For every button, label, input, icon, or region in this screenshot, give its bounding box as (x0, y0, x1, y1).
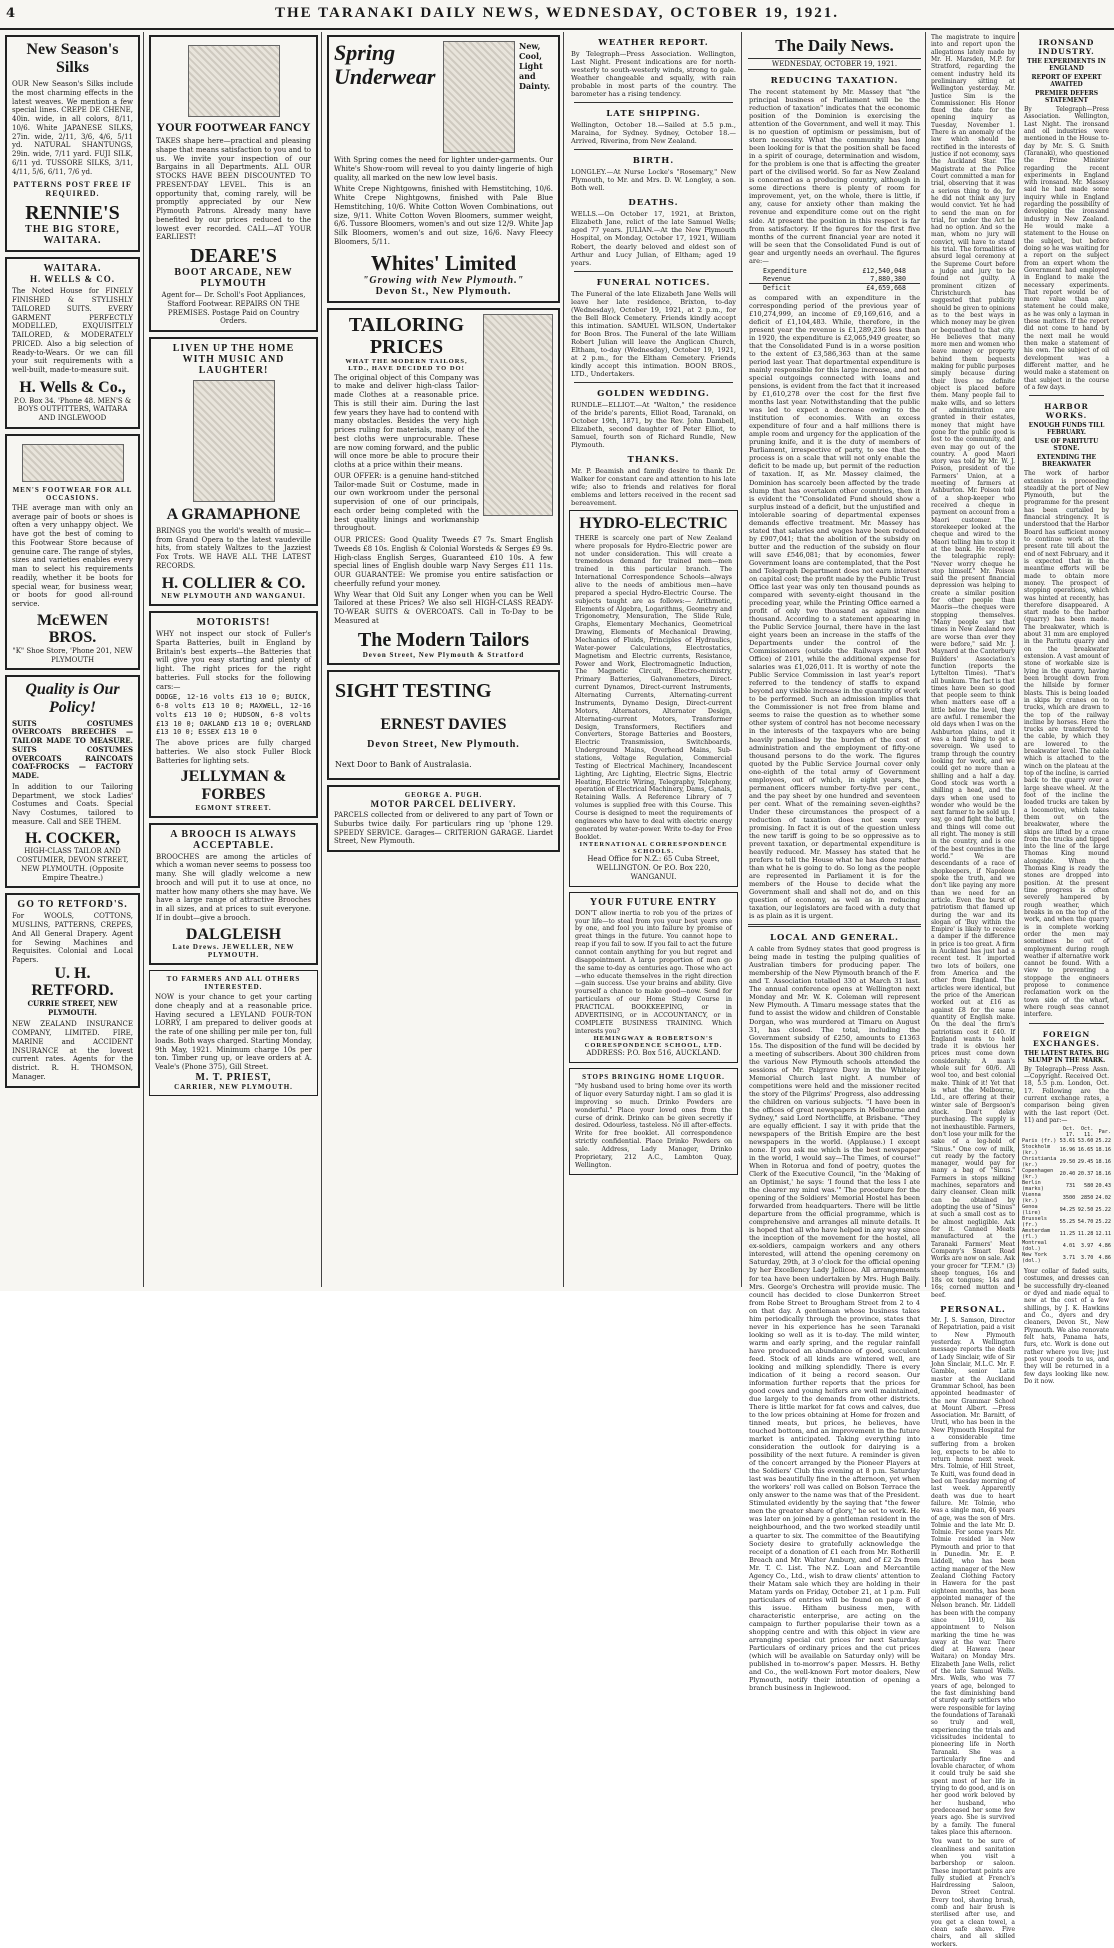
editorial-body: The recent statement by Mr. Massey that "the principal business of Parliament will be the reduction of taxation" indicates that the economic position of the Dominion is exercising the attention of the Government, and well it may. This is no question of optimism or pessimism, but of stern necessity. What the community has long been looking for is that the position shall be faced in a spirit of courage, determination and wisdom, for the problem is one that is affecting the greater part of the civilised world. So far as New Zealand is concerned as a producing country, although in some directions there is plenty of room for improvement, yet, on the whole, there is little, if any, cause for anxiety other than making the revenue and expenditure come out on the right side. At present the position in this respect is far from satisfactory. If the figures for the first five months of the current financial year are noted it will be seen that the Consolidated Fund is out of gear and urgently needs an overhaul. The figures are:— (749, 88, 920, 265)
ad-agent: Agent for— Dr. Scholl's Foot Appliances, Stafford Footwear. REPAIRS ON THE PREMISES. Postage Paid on Country Orders. (161, 291, 306, 326)
ad-title: MOTORISTS! (196, 617, 271, 629)
table-header: Oct. 17. (1062, 1126, 1076, 1139)
ad-address: Devon Street, New Plymouth & Stratford (362, 650, 525, 659)
ad-title: A BROOCH IS ALWAYS ACCEPTABLE. (170, 828, 297, 851)
table-header: Par. (1098, 1129, 1111, 1136)
ad-body: BROOCHES are among the articles of which a woman never seems to possess too many. She will gladly welcome a new brooch and will put it to use at once, no matter how many others she may have. We have a large range of attractive Brooches in all sizes, and at prices to suit everyone. If in doubt—give a brooch. (156, 852, 311, 922)
table-cell: Montreal (dol.) (1022, 1240, 1047, 1253)
ad-body: The Noted House for FINELY FINISHED & STYLISHLY TAILORED SUITS. EVERY GARMENT PERFECTLY MODELLED, EXQUISITELY TAILORED, & MODERATELY PRICED. Also a big selection of Ready-to-Wears. Or we can fill your suit requirements with a well-built, made-to-measure suit. (12, 287, 133, 375)
divider (574, 102, 733, 103)
retford-ad (5, 893, 140, 1087)
ad-firm: JELLYMAN & FORBES (180, 768, 287, 803)
table-cell: Genoa (lire) (1022, 1204, 1041, 1217)
divider (748, 924, 921, 927)
sub-heading: EXTENDING THE BREAKWATER (1036, 454, 1097, 469)
section-heading: THANKS. (627, 455, 680, 466)
table-cell: New York (dol.) (1022, 1252, 1047, 1265)
section-heading: IRONSAND INDUSTRY. (1038, 38, 1095, 56)
sub-heading: THE EXPERIMENTS IN ENGLAND (1027, 58, 1106, 72)
article-body: Mr. J. S. Samson, Director of Repatriation, paid a visit to New Plymouth yesterday. A Wellington message reports the death of Lady Sinclair, wife of Sir John Sinclair, M.L.C. Mr. F. Gamble, senior Latin master at the Auckland Grammar School, has been appointed headmaster of the new Grammar School at Mount Albert. —Press Association. Mr. Barnitt, of Urutl, who has been in the New Plymouth Hospital for a considerable time suffering from a broken leg, expects to be able to return home next week. Mrs. Tolmie, of Hill Street, Te Kuiti, was found dead in bed on Tuesday morning of last week. Apparently death was due to heart failure. Mr. Tolmie, who was a single man, 46 years of age, was the son of Mrs. Tolmie and the late Mr. D. Tolmie. For some years Mr. Tolmie resided in New Plymouth and prior to that in Dunedin. Mr. E. P. Liddell, who has been acting manager of the New Zealand Clothing Factory in Hawera for the past eighteen months, has been appointed manager of the Nelson branch. Mr. Liddell has been with the company since 1910, his appointment to Nelson marking the time he was away at the war. There died at Hawera (near Waitara) on Monday Mrs. Elizabeth Jane Wells, relict of the late Samuel Wells. Mrs. Wells, who was 77 years of age, belonged to the fast diminishing band of sturdy early settlers who were responsible for laying the foundations of Taranaki so truly and well, experiencing the trials and vicissitudes incidental to pioneering life in North Taranaki. She was a particularly fine and lovable character, of whom it could truly be said she spent most of her life in trying to do good, and is on her good work beloved by her husband, who predeceased her some few years ago. She is survived by a family. The funeral takes place this afternoon. (931, 1317, 1015, 1836)
table-cell: Paris (fr.) (1022, 1138, 1057, 1145)
sub-heading: REPORT OF EXPERT AWAITED (1031, 74, 1102, 88)
ad-address: CARRIER, NEW PLYMOUTH. (174, 1082, 293, 1091)
table-cell: 29.50 (1059, 1159, 1076, 1166)
table-row (1021, 1144, 1112, 1156)
ad-body: THE average man with only an average pair of boots or shoes is often a very unhappy object. We have got the best of coming to this Footwear Store because of genuine care. The range of styles, sizes and varieties enables every man to select his requirements readily, whether it be boots for special wear, for business wear, or boots for good all-round service. (12, 503, 133, 609)
motor-delivery-ad (327, 785, 560, 852)
editorial-heading: REDUCING TAXATION. (770, 76, 899, 86)
table-cell: 18.16 (1095, 1147, 1111, 1154)
ad-list: White Crepe Nightgowns, finished with Hemstitching, 10/6. White Crepe Nightgowns, finished with Pale Blue Hemstitching, 10/6. White Cotton Woven Combinations, out size, 9/11. White Cotton Woven Bloomers, summer weight, 6/6. Tussore Bloomers, women's and out size 12/9. White Jap Silk Bloomers, women's and out size, 16/6. Navy Fleecy Bloomers, 5/11. (334, 185, 553, 246)
ad-location: Next Door to Bank of Australasia. (335, 760, 472, 770)
sight-testing-ad (327, 670, 560, 781)
figure-label: Revenue (763, 274, 791, 283)
table-header: Oct. 11. (1080, 1126, 1094, 1139)
ad-title: MOTOR PARCEL DELIVERY. (370, 799, 517, 810)
ad-address: Devon Street, New Plymouth. (367, 739, 520, 751)
ad-body: In addition to our Tailoring Department, we stock Ladies' Costumes and Coats. Special Navy Costumes, tailored to measure. Call and SEE THEM. (12, 782, 133, 826)
drinko-ad (569, 1068, 738, 1174)
column-6 (928, 32, 1112, 1948)
table-cell: 4.86 (1098, 1243, 1111, 1250)
h-wells-ad (5, 257, 140, 428)
table-cell: 3.71 (1062, 1255, 1076, 1262)
article-body: By Telegraph—Press Association. Wellington, Last Night. Present indications are for north-westerly to south-westerly winds, strong to gale. Weather changeable and squally, with rain probable in most parts of the country. The barometer has a rising tendency. (571, 50, 736, 99)
column-4 (566, 32, 742, 1287)
table-cell: 18.16 (1095, 1171, 1111, 1178)
section-heading: LATE SHIPPING. (606, 109, 701, 120)
ad-title: SIGHT TESTING (335, 679, 492, 702)
ad-address: "K" Shoe Store, 'Phone 201, NEW PLYMOUTH (12, 646, 133, 664)
paper-title: The Daily News. (775, 36, 894, 55)
paper-date: WEDNESDAY, OCTOBER 19, 1921. (748, 58, 921, 70)
figure-value: £4,659,668 (866, 283, 906, 292)
ad-title: YOUR FOOTWEAR FANCY (156, 120, 311, 134)
table-cell: 4.86 (1098, 1255, 1111, 1262)
table-cell: 29.45 (1077, 1159, 1094, 1166)
column-2 (146, 32, 322, 1287)
table-cell: Copenhagen (kr.) (1022, 1168, 1054, 1181)
boot-illustration-icon (188, 45, 280, 117)
jellyman-forbes-ad (149, 611, 318, 817)
figures-table (749, 267, 920, 292)
ad-firm: HEMINGWAY & ROBERTSON'S CORRESPONDENCE SCHOOL, LTD. (584, 1035, 723, 1050)
table-cell: Amsterdam (fl.) (1022, 1228, 1051, 1241)
table-cell: 3.70 (1080, 1255, 1094, 1262)
ad-name: H. WELLS & CO. (29, 274, 116, 285)
table-cell: 54.70 (1077, 1219, 1094, 1226)
shoe-illustration-icon (22, 444, 124, 482)
table-cell: 53.60 (1077, 1138, 1094, 1145)
column-6-right (1021, 32, 1112, 1385)
table-row (1021, 1252, 1112, 1264)
ad-firm: INTERNATIONAL CORRESPONDENCE SCHOOLS. (579, 841, 728, 856)
article-body: Mr. P. Beamish and family desire to thank Dr. Walker for constant care and attention to his late wife; also to friends and relatives for floral emblems and letters received in the recent sad bereavement. (571, 467, 736, 508)
table-cell: 3500 (1062, 1195, 1076, 1202)
ad-body: OUR New Season's Silks include the most charming effects in the latest weaves. We mention a few special lines. CREPE DE CHENE, 40in. wide, in all colors, 8/11, 10/6. White JAPANESE SILKS, 27in. wide, 2/11, 3/6, 4/6, 5/11 yd. NATURAL SHANTUNGS, 29in. wide, 7/11 yard. FUJI SILK, 6/11 yd. TUSSORE SILKS, 3/11, 4/11, 5/6, 6/11, 7/6 yd. (12, 80, 133, 176)
sub-heading: USE OF PARITUTU STONE. (1034, 438, 1099, 453)
ad-firm: U. H. RETFORD. (31, 964, 114, 1000)
ad-title: MEN'S FOOTWEAR FOR ALL OCCASIONS. (12, 485, 133, 502)
ad-body: The original object of this Company was to make and deliver high-class Tailor-made Clothes at a reasonable price. This is still their aim. During the last few years they have had to contend with many obstacles. Besides the very high prices ruling for materials, many of the best cloths were unprocurable. These are now coming forward, and the public will once more be able to procure their cloths at a price within their means. (334, 373, 479, 470)
section-heading: GOLDEN WEDDING. (597, 388, 710, 399)
table-row (1021, 1216, 1112, 1228)
whites-underwear-ad (327, 35, 560, 303)
ad-extra: Why Wear that Old Suit any Longer when you can be Well Tailored at these Prices? We also sell HIGH-CLASS READY-TO-WEAR SUITS & OVERCOATS. Call in To-Day to be Measured at (334, 590, 553, 625)
table-cell: 2850 (1080, 1195, 1094, 1202)
table-cell: 4.01 (1062, 1243, 1076, 1250)
mcewen-footwear-ad (5, 434, 140, 671)
table-cell: 20.40 (1059, 1171, 1076, 1178)
ad-name: ERNEST DAVIES (380, 715, 507, 733)
table-cell: Berlin (marks) (1022, 1180, 1044, 1193)
figure-label: Expenditure (763, 266, 807, 275)
table-cell: 16.65 (1077, 1147, 1094, 1154)
rennies-silks-ad (5, 35, 140, 252)
exchange-table (1021, 1126, 1112, 1264)
ad-address: NEW PLYMOUTH AND WANGANUI. (161, 592, 306, 601)
article-body: Wellington, October 18.—Sailed at 5.5 p.m., Maraina, for Sydney. Sydney, October 18.—Arrived, Riverina, from New Zealand. (571, 121, 736, 146)
ad-name: GEORGE A. PUGH. (404, 791, 483, 800)
article-body: RUNDLE—ELLIOT.—At "Walton," the residence of the bride's parents, Elliot Road, Taranaki, on October 19th, 1871, by the Rev. John Dambell, Elizabeth, second daughter of Peter Elliot, to Samuel, fourth son of Richard Rundle, New Plymouth. (571, 400, 736, 450)
editorial-body-continued: as compared with an expenditure in the corresponding period of the previous year of £10,274,999, an income of £9,169,616, and a deficit of £1,104,483. While, therefore, in the present year the revenue is £1,289,236 less than in 1920, the expenditure is £2,065,949 greater, so that the Consolidated Fund is in a worse position to the extent of £3,586,363 than at the same period last year. That departmental expenditure is mainly responsible for this large increase, and not special outgoings connected with loans and pensions, is evident from the fact that it increased by £1,610,278 over the cost for the first five months last year. Notwithstanding that the public was led to expect a decrease owing to the institution of economies. With an excess expenditure of four and a half millions there is ample room and urgency for the application of the pruning knife, and it is the duty of members of Parliament, irrespective of party, to see that the process is on a scale that will not only enable the deficit to be made up, but permit of the reduction of taxation. If, as Mr. Massey claimed, the Dominion has scarcely been affected by the trade slump that has overtaken other countries, then it is evident the "Consolidated Fund should show a surplus instead of a deficit, but the unjustified and intolerable soaring of departmental expenses demands effective treatment. Mr. Massey has stated that salaries and wages have been reduced by £907,041; that the abolition of the subsidy on butter and the reduction of the subsidy on flour will save £546,081; that by economies, fewer Government loans are contemplated, that the Post and Telegraph Department does not earn interest on capital cost; the profit made by the Public Trust Office last year was only ten thousand pounds as compared with seventy-eight thousand in the preceding year, while the Printing Office earned a profit of only two thousand as against nine thousand. According to a statement appearing in the Public Service Journal, there have in the last eight years been an increase in the staffs of the Departments under the control of the Commissioners (outside the Railways and Post Office) of 2101, while the additional expense for salaries was £1,026,011. It is worthy of note the Public Service Commission in last year's report referred to the tendency of staffs to expand beyond any visible increase in the quantity of work to be performed. Such an admission implies that the Commissioner is not free from blame and seems to raise the question as to whether some other system of control has not become necessary in the interests of the taxpayers who are being heavily penalised by the burden of the cost of administration and the employment of fifty-one thousand persons to do the work. The figures quoted by the Public Service Journal cover only one-eighth of the total army of Government employees, out of which, in eight years, the permanent officers number forty-five per cent., and the pay sheet by one hundred and seventeen per cent. What of the remaining seven-eighths? Under these circumstances the prospect of a reduction of taxation does not seem very promising. In fact it is out of the question unless the new tariff is going to be so oppressive as to prevent taxation, or departmental expenditure is heavily reduced. Mr. Massey has stated that he prefers to tell the House what he has done rather than what he is going to do. So long as the people are represented in Parliament it is for the members of the House to decide what the Government shall and shall not do, and on this question of economy, as well as in reducing taxation, our legislators are faced with a duty that is as plain as it is urgent. (749, 293, 920, 921)
table-cell: 20.43 (1095, 1183, 1111, 1190)
sub-heading: PREMIER DEFERS STATEMENT (1034, 90, 1099, 104)
table-cell: 12.11 (1095, 1231, 1111, 1238)
ad-body: NOW is your chance to get your carting done cheaply and at a reasonable price. Having secured a LEYLAND FOUR-TON LORRY, I am prepared to deliver goods at the rate of one shilling per mile per ton, full loads. Both ways charged. Starting Monday, 9th May, 1921. Minimum charge 10s per ton. Timber rung up, or leave orders at A. Veale's (Phone 375), Gill Street. (155, 993, 312, 1072)
ad-body: PARCELS collected from or delivered to any part of Town or Suburbs twice daily. For particulars ring up 'phone 129. SPEEDY SERVICE. Garages— CRITERION GARAGE. Liardet Street, New Plymouth. (334, 811, 553, 846)
ad-firm: DEARE'S (190, 245, 277, 268)
ad-body: For WOOLS, COTTONS, MUSLINS, PATTERNS, CREPES, And All General Drapery. Agent for Sewing Machines and Requisites. Colonial and Local Papers. (12, 912, 133, 964)
insurance-notice: NEW ZEALAND INSURANCE COMPANY, LIMITED. FIRE, MARINE and ACCIDENT INSURANCE at the lowest current rates. Agents for the district. R. H. THOMSON, Manager. (12, 1020, 133, 1081)
article-body: LONGLEY.—At Nurse Locke's "Rosemary," New Plymouth, to Mr. and Mrs. D. W. Longley, a son. Both well. (571, 168, 736, 193)
ad-body: DON'T allow inertia to rob you of the prizes of your life—to steal from you your best years one by one, and fool you into failure by promise of great things in the future. You cannot hope to reap if you fail to sow. If you fail to act the future cannot contain anything for you but regret and disappointment. A large proportion of men go the same to-day as centuries ago. Those who act—who educate themselves in the right direction—gain success. Use your brains and ability. Give yourself a chance to make good—now. Send for particulars of our Home Study Course in PRACTICAL BOOKKEEPING, or in ADVERTISING, or in ACCOUNTANCY, or in COMPLETE BUSINESS TRAINING. Which interests you? (575, 909, 732, 1035)
ad-title: YOUR FUTURE ENTRY (589, 896, 718, 908)
divider (574, 271, 733, 272)
table-cell: 20.37 (1077, 1171, 1094, 1178)
ad-address: P.O. Box 34. 'Phone 48. MEN'S & BOYS OUTFITTERS, WAITARA AND INGLEWOOD (13, 396, 132, 423)
ad-address: ADDRESS: P.O. Box 516, AUCKLAND. (586, 1049, 721, 1058)
article-body: The Funeral of the late Elizabeth Jane Wells will leave her late residence, Brixton, to-day (Wednesday), October 19, 1921, at 2 p.m., for the Bell Block Cemetery. Friends kindly accept this intimation. SAMUEL WILSON, Undertaker for Boon Bros. The Funeral of the late William Robert Julian will leave the Anglican Church, Eltham, to-day (Wednesday), October 19, 1921, at 2 p.m., for the Eltham Cemetery. Friends kindly accept this intimation. BOON BROS., LTD., Undertakers. (571, 289, 736, 378)
table-row (1021, 1192, 1112, 1204)
column-1 (2, 32, 144, 1287)
ad-firm: RENNIE'S (25, 202, 120, 225)
table-cell: 25.22 (1095, 1138, 1111, 1145)
ad-offer: OUR OFFER: is a genuine hand-stitched Tailor-made Suit or Costume, made in our own workroom under the personal supervision of one of our principals, each order being completed with the best quality linings and workmanship throughout. (334, 471, 479, 533)
deares-boot-ad (149, 35, 318, 332)
ad-title: STOPS BRINGING HOME LIQUOR. (582, 1073, 725, 1082)
section-heading: BIRTH. (632, 156, 675, 167)
table-cell: 11.28 (1077, 1231, 1094, 1238)
ad-firm: H. COCKER, (25, 829, 120, 847)
section-heading: WEATHER REPORT. (598, 38, 709, 48)
article-body: By Telegraph—Press Assn.—Copyright. Received Oct. 18, 5.5 p.m. London, Oct. 17. Following are the current exchange rates, a comparison being given with the last report (Oct. 11) and par:— (1024, 1065, 1109, 1124)
table-cell: Christiania (kr.) (1022, 1156, 1057, 1169)
table-cell: Vienna (kr.) (1022, 1192, 1041, 1205)
sub-heading: ENOUGH FUNDS TILL FEBRUARY. (1028, 422, 1105, 437)
ad-body: WHY not inspect our stock of Fuller's Sparta Batteries, built in England by Britain's best experts—the Batteries that will give you easy starting and plenty of light. The right prices for the right batteries. Full stocks for the following cars:— (156, 630, 311, 691)
ad-firm: McEWEN BROS. (36, 611, 109, 647)
ad-rows: SUITS COSTUMES OVERCOATS BREECHES — TAILOR MADE TO MEASURE. SUITS COSTUMES OVERCOATS RAINCOATS COAT-FROCKS — FACTORY MADE. (12, 718, 133, 781)
modern-tailors-ad (327, 308, 560, 665)
lady-illustration-icon (443, 41, 515, 153)
divider (574, 382, 733, 383)
gramophone-illustration-icon (193, 380, 275, 502)
table-cell: Brussels (fr.) (1022, 1216, 1047, 1229)
ad-title: Quality is Our Policy! (25, 681, 120, 717)
figure-value: £12,540,048 (862, 266, 906, 275)
table-row (1021, 1180, 1112, 1192)
collier-gramophone-ad (149, 337, 318, 606)
section-heading: FOREIGN EXCHANGES. (1032, 1029, 1100, 1048)
article-body: You want to be sure of cleanliness and sanitation when you visit a barbershop or saloon. These important points are fully studied at French's Hairdressing Saloon, Devon Street Central. Every tool, shaving brush, comb and hair brush is sterilised after use, and you get a clean towel, a clean safe shave. Five chairs, and all skilled workers. (931, 1838, 1015, 1948)
table-cell: 580 (1083, 1183, 1094, 1190)
table-header (1021, 1126, 1058, 1138)
table-cell: 731 (1065, 1183, 1076, 1190)
battery-price-list: DODGE, 12-16 volts £13 10 0; BUICK, 6-8 volts £13 10 0; MAXWELL, 12-16 volts £13 10 0; HUDSON, 6-8 volts £13 10 0; OAKLAND £13 10 0; OVERLAND £13 10 0; ESSEX £13 10 0 (156, 693, 311, 737)
table-cell: 55.25 (1059, 1219, 1076, 1226)
article-body: A cable from Sydney states that good progress is being made in testing the pulping qualities of Australian timbers for producing paper. The membership of the New Plymouth branch of the F. and T. Association totalled 330 at March 31 last. The annual conference opens at Wellington next Monday and Mr. W. K. Coleman will represent New Plymouth. A Timaru message states that the fund to assist the widow and children of Constable Dorgan, who was murdered at Timaru on August 31, has closed. The total, including the Government subsidy of £250, amounts to £1363 15s. The disposition of the fund will be decided by a meeting of subscribers. About 300 children from the various New Plymouth schools attended the sessions of Mr. Palgrave Davy in the Whiteley Memorial Church last night. A number of competitions were held and the missioner recited the story of the Pilgrims' Progress, also addressing the children on various subjects. "I have been in the offices of great newspapers in Melbourne and Sydney," said Lord Northcliffe, at Brisbane. "They are equally efficient. I say it with pride that the newspapers of the British Empire are the best newspapers in the world. (Applause.) I except none. If you ask me which is the best newspaper in the world, I would say—The Times, of course!" When in Rotorua and fond of poetry, quotes the Clerk of the Executive Council, "in the 'Making of an Optimist,' he says: 'I found that the less I ate the clearer my mind was.'" The procedure for the opening of the Soldiers' Memorial Hostel has been forwarded from headquarters. There will be little departure from the official programme, which is comprehensive and arranges all minute details. It is hoped that all who have helped in any way since the inception of the movement for the hostel, all ex-soldiers, campaign workers and any others interested, will attend the opening ceremony on Saturday, 29th, at 3 o'clock for the official opening by her Excellency Lady Jellicoe. All arrangements for tea have been undertaken by Mrs. Hugh Baily. Mrs. George's Orchestra will provide music. The council has decided to close Dunkerron Street from Robe Street to Brougham Street from 2 to 4 on that day. A gentleman whose business takes him periodically through the province, states that never in his experience has he seen Taranaki looking so well as it is to-day. The mild winter, warm and early spring, and the regular rainfall have produced an abundance of good, succulent feed. Stock of all kinds are wintered well, are looking and milking splendidly. There is every indication of it being a record season. Our information further reports that the prices for good cows and young heifers are well maintained, due largely to the demands from other districts. There is little market for fat cows and calves, due to the low prices obtaining at Home for frozen and tinned meats, but prices, he believes, have touched bottom, and an improvement in the future market is anticipated. Taking everything into consideration the outlook for dairying is a possibility of the next future. A reminder is given of the concert arranged by the Pioneer Players at the Soldiers' Club this evening at 8 p.m. Saturday last was beautifully fine in the afternoon, yet when the workers' roll was called on Bolson Terrace the only answer to the name was that of the President. Stimulated evidently by the saying that "the fewer men the greater share of glory," he set to work. He was later on joined by a gentleman resident in the neighbourhood, and the two worked steadily until a quarter to six. The committee of the Beautifying Society desire to gratefully acknowledge the receipt of a donation of £1 each from Mr. Rotherill Breach and Mr. Walter Ambury, and of £2 2s from Mr. T. C. List. The N.Z. Loan and Mercantile Agency Co., Ltd., wish to draw clients' attention to their Matam sale which they are holding in their Matam yards on Friday, October 21, at 1 p.m. Full particulars of entries will be found on page 8 of this issue. Hitham business men, with characteristic enterprise, are acting on the campaign to further popularise their town as a shopping centre and with this object in view are arranging special cut prices for next Saturday. Particulars of ordinary prices and the cut prices (which will be available on Saturday only) will be published in to-morrow's paper. Messrs. H. Bethy and Co., the well-known Fort motor dealers, New Plymouth, notify their intention of opening a branch business in Inglewood. (749, 945, 921, 1693)
ad-title: Spring Underwear (334, 40, 436, 90)
ad-address: EGMONT STREET. (195, 803, 272, 812)
section-heading: DEATHS. (628, 198, 679, 209)
table-cell: 18.16 (1095, 1159, 1111, 1166)
article-body: WELLS.—On October 17, 1921, at Brixton, Elizabeth Jane, relict of the late Samuel Wells; aged 77 years. JULIAN.—At the New Plymouth Hospital, on Monday, October 17, 1921, William Robert, the dearly beloved and eldest son of Arthur and Lucy Julian, of Eltham; aged 19 years. (571, 210, 736, 267)
dalgleish-brooch-ad (149, 823, 318, 966)
ad-address: CURRIE STREET, NEW PLYMOUTH. (27, 998, 118, 1017)
priest-carrier-ad (149, 970, 318, 1096)
ad-town: WAITARA. (43, 263, 102, 275)
column-5 (744, 32, 926, 1693)
section-heading: HARBOR WORKS. (1044, 402, 1089, 421)
table-cell: 25.22 (1095, 1219, 1111, 1226)
ad-address: Devon St., New Plymouth. (375, 285, 512, 297)
ad-firm: H. COLLIER & CO. (161, 574, 306, 592)
column-6-left (928, 32, 1019, 1948)
ad-product: A GRAMAPHONE (166, 506, 301, 524)
ad-title: LIVEN UP THE HOME WITH MUSIC AND LAUGHTER! (172, 343, 295, 377)
tailored-suit-illustration-icon (483, 314, 553, 516)
section-heading: FUNERAL NOTICES. (596, 277, 711, 288)
sub-heading: THE LATEST RATES. BIG SLUMP IN THE MARK. (1024, 1049, 1109, 1064)
section-heading: PERSONAL. (940, 1305, 1006, 1316)
your-future-ad (569, 892, 738, 1064)
ad-body: THERE is scarcely one part of New Zealand where proposals for Hydro-Electric power are not under consideration. This will create a tremendous demand for trained men—men trained in this particular branch. The International Correspondence Schools—always alive to the needs of ambitious men—have prepared a special Hydro-Electric Course. The subjects taught are as follows:— Arithmetic, Elements of Algebra, Logarithms, Geometry and Trigonometry, Mensuration, The Slide Rule, Graphs, Elementary Mechanics, Geometrical Drawing, Elements of Mechanical Drawing, Mechanics of Fluids, Principles of Hydraulics, Water-power Calculations, Electrostatics, Magnetism and Electric currents, Resistance, Power and Work, Electromagnetic Induction, The Magnetic Circuit, Electro-chemistry, Primary Batteries, Galvanometers, Direct-current Dynamos, Direct-current Instruments, Alternating Currents, Alternating-current Instruments, Dynamo Design, Direct-current Motors, Alternators, Alternator Design, Alternating-current Motors, Transformer Design, Transformers, Rectifiers and Converters, Storage Batteries and Boosters, Electric Transmission, Switchboards, Underground Mains, Overhead Mains, Sub-stations, Voltage Regulation, Commercial Testing of Electrical Machinery, Incandescent Lighting, Arc Lighting, Electric Signs, Electric Heating, Electric Wiring, Telegraphy, Telephony, operation of Electrical Machinery, Dams, Canals, Retaining Walls. A Reference Library of 7 volumes is supplied free with this Course. This Course is designed to meet the requirements of engineers who have to deal with electric energy generated by water-power. Write to-day for Free Booklet. (575, 534, 732, 841)
page-number: 4 (6, 6, 16, 21)
section-heading: LOCAL AND GENERAL. (770, 933, 899, 944)
hydro-electric-ad (569, 510, 738, 886)
ad-address: Head Office for N.Z.: 65 Cuba Street, WELLINGTON. Or P.O. Box 220, WANGANUI. (587, 855, 720, 881)
ad-title: New Season's Silks (26, 41, 119, 76)
ad-address: HIGH-CLASS TAILOR AND COSTUMIER, DEVON STREET, NEW PLYMOUTH. (Opposite Empire Theatre.) (16, 847, 129, 882)
ad-tagline: "Growing with New Plymouth." (362, 274, 525, 286)
ad-body: "My husband used to bring home over its worth of liquor every Saturday night. I am so glad it is improving so much. Drinko Powders are wonderful." Place your loved ones from the curse of drink. Drinko can be given secretly if desired. Odourless, tasteless. No ill after-effects. Write for free booklet. All correspondence strictly confidential. Place Drinko Powders on sale. Address, Lady Manager, Drinko Proprietary, 212 A.C., Lambton Quay, Wellington. (575, 1083, 732, 1169)
ad-address: THE BIG STORE, WAITARA. (25, 224, 120, 247)
article-body: By Telegraph—Press Association. Wellington, Last Night. The ironsand and oil industries were mentioned in the House to-day by Mr. S. G. Smith (Taranaki), who questioned the Prime Minister regarding the recent experiments in England with ironsand. Mr. Massey said he had made some inquiry while in England regarding the possibility of developing the ironsand industry in New Zealand. He would make a statement to the House on the subject, but before doing so he was waiting for a report on the subject from an expert whom the Government had employed in England to make the necessary experiments. That report would be of more value than any statement he could make, as he was only a layman in these matters. If the report did not come to hand by the next mail he would then make a statement of his own. The subject of oil development was a different matter, and he would make a statement on that subject in the course of a few days. (1024, 106, 1109, 391)
ad-title: TO FARMERS AND ALL OTHERS INTERESTED. (166, 975, 301, 992)
divider (1029, 395, 1104, 396)
ad-prices: OUR PRICES: Good Quality Tweeds £7 7s. Smart English Tweeds £8 10s. English & Colonial Worsteds & Serges £9 9s. High-class English Serges, Guaranteed £10 10s. A few special lines of English double warp Navy Serges £11 11s. OUR GUARANTEE: We promise you entire satisfaction or cheerfully refund your money. (334, 536, 553, 588)
table-cell: 16.96 (1059, 1147, 1076, 1154)
table-row (1021, 1228, 1112, 1240)
ad-firm: M. T. PRIEST, (195, 1071, 272, 1083)
ad-note: PATTERNS POST FREE IF REQUIRED. (13, 180, 132, 199)
article-body: The magistrate to inquire into and report upon the allegations lately made by Mr. H. Marsden, M.P. for Stratford, regarding the cement industry held its preliminary sitting at Wellington yesterday. Mr. Justice Sim is the Commissioner. His Honor fixed the date for the opening inquiry as Tuesday, November 1. There is an anomaly of the law which should be rectified in the interests of justice if not economy, says the Auckland Star. The Magistrate at the Police Court committed a man for trial, observing that it was a serious thing to do, for he did not think any jury would convict. Yet he had to send the man on for trial, for under the Act he had no option. And so the man, whom no jury will convict, will have to stand his trial. The formalities of absurd legal ceremony at the Supreme Court before a judge and jury to be found not guilty. A prominent citizen of Christchurch has suggested that publicity should be given to opinions as to the best ways in which money may be given or bequeathed to that city. He believes that many more men and women who leave money or property behind them bequests making for public purposes simply because during their lives no definite object is placed before them. Many people fail to make wills, and so letters of administration are granted in their estates, money that might have gone for the public good is lost to the community, and even may go out of the country. A good Maori story was told by Mr. W. J. Poison, president of the Farmers' Union, at a meeting of farmers at Ashburton. Mr. Poison told of a shop-keeper who received a cheque in payment on account from a Maori customer. The storekeeper looked at the cheque and wired to the Maori telling him to stop it at the bank. He received the telegraphic reply: "Never worry cheque he stop himself." Mr. Poison said the present financial depression was helping to create a similar position for other people than Maoris—the cheques were stopping themselves. "Many people say that times in New Zealand now are worse than ever they were before," said Mr. J. Maynard at the Canterbury Builders' Association's function (reports the Lyttelton Times). "That's all bunkum. The fact is that times have been so good that people seem to think when matters ease off a little below the level, they are awful. I remember the old days when I was on the Ashburton plains, and it was a hard thing to get a sovereign. We used to tramp through the country looking for work, and we could get no more than a shilling and a half a day. Good stock was worth a shilling a head, and the days when one used to wonder who would be the next farmer to be sold up. I say, go and fight the battle, and things will come out all right. The money is still in the country, and is one of the best countries in the world." We are descendants of a race of shopkeepers, if Napoleon spoke the truth, and we don't like paying any more than we need for an article. Even the burst of patriotism that flamed up during the war and its slogan of 'Buy within the Empire' is likely to receive a damper if the difference in price is too great. A firm in Auckland has just had a recent test. It imported two lots of boilers, one from America and the other from England. The articles were identical, but the price of the American worked out at £16 as against £8 for the same quantity of English make. On the deal the firm's patriotism cost it £40. If England wants to hold trade it is obvious her prices must come down considerably. A man's whole suit for 60/6. All wool too, and best colonial make. Think of it! Yet that is what the Melbourne, Ltd., are offering at their winter sale of Bergsoon's stock. Don't delay purchasing. The supply is not inexhaustible. Farmers, don't lose your milk for the sake of a leg-hold of "Sinus." One cow of milk, cut ready by the factory manager, would pay for many a bag of "Sinus." Farmers in stops milking machines, separators and dairy cleanser. Clean milk can be obtained by adopting the use of "Sinus" at such a small cost as to be almost negligible. Ask for it. Canned Meats manufactured at the Taranaki Farmers' Meat Company's Smart Road Works are now on sale. Ask your grocer for "T.F.M." (3) sheep tongues, 16s and 18s ox tongues; 14s and 16s; corned mutton and beef. (931, 34, 1015, 1299)
divider (1029, 1023, 1104, 1024)
article-body: The work of harbor extension is proceeding steadily at the port of New Plymouth, but the programme for the present has been curtailed by financial stringency. It is understood that the Harbor Board has sufficient money to continue work at the present rate till about the end of next February, and it is expected that in the meantime efforts will be made to obtain more money. The prospect of stopping operations, which was hinted at recently, has therefore disappeared. A start made to the harbor (quarry) has been made. The breakwater, which is about 31 mm are employed in the Paritutu quarry and on the breakwater extension. A vast amount of stone of workable size is lying in the quarry, having been brought down from the hillside by former blasts. This is being loaded in skips by cranes on to trucks, which are drawn to the top of the railway incline by horses. Here the trucks are transferred to the cable, by which they are lowered to the breakwater level. The cable which is attached to the winch on the plateau at the top of the incline, is carried back to the quarry over a large sheave wheel. At the foot of the incline the loaded trucks are taken by a locomotive, which takes them out on the breakwater, where the skips are lifted by a crane from the trucks and tipped into the line of the large Thomas King mound alongside. When the Thomas King is ready the stones are dropped into position. At the present time progress is often severely hampered by rough weather, which breaks in on the top of the work, and when the quarry is in complete working order the men may sometimes be out of employment during rough weather if alternative work cannot be found. With a view to preventing a stoppage the engineers propose to commence reclamation work on the town side of the wharf, where rough seas cannot interfere. (1024, 470, 1109, 1019)
ad-firm: DALGLEISH (185, 925, 282, 943)
table-cell: 25.22 (1095, 1207, 1111, 1214)
table-cell: 53.61 (1059, 1138, 1076, 1145)
ad-sub: WHAT THE MODERN TAILORS, LTD., HAVE DECIDED TO DO! (345, 357, 468, 372)
table-cell: Stockholm (kr.) (1022, 1144, 1051, 1157)
ad-firm: H. Wells & Co., (19, 378, 126, 396)
figure-value: 7,880,380 (870, 274, 906, 283)
table-row (1021, 1168, 1112, 1180)
h-cocker-ad (5, 675, 140, 888)
ad-body: With Spring comes the need for lighter under-garments. Our White's Show-room will reveal to you dainty lingerie of high quality, all marked on the new low level basis. (334, 156, 553, 182)
table-row (1021, 1204, 1112, 1216)
table-cell: 24.02 (1095, 1195, 1111, 1202)
table-cell: 92.50 (1077, 1207, 1094, 1214)
table-cell: 11.25 (1059, 1231, 1076, 1238)
ad-address: BOOT ARCADE, NEW PLYMOUTH (174, 267, 293, 290)
ad-body: TAKES shape here—practical and pleasing shape that means satisfaction to you and to us. We invite your inspection of our Bargains in all Departments. ALL OUR STOCKS HAVE BEEN DISCOUNTED TO PRESENT-DAY LEVEL. This is an opportunity that, coming rarely, will be promptly appreciated by our New Plymouth Patrons. Already many have benefited by our prices reduced to the lowest ever recorded. CALL—AT YOUR EARLIEST! (156, 137, 311, 242)
ad-firm: Whites' Limited (370, 250, 517, 275)
article-body: Your collar of faded suits, costumes, and dresses can be successfully dry-cleaned or dyed and made equal to new at the cost of a few shillings, by J. K. Hawkins and Co., dyers and dry cleaners, Devon St., New Plymouth. We also renovate felt hats, Panama hats, furs, etc. Work is done out rather where you live; just post your goods to us, and they will be returned in a few days looking like new. Do it now. (1024, 1268, 1109, 1385)
divider (574, 149, 733, 150)
ad-title: HYDRO-ELECTRIC (579, 515, 728, 533)
table-row (1021, 1240, 1112, 1252)
masthead-title: THE TARANAKI DAILY NEWS, WEDNESDAY, OCTOBER 19, 1921. (274, 5, 840, 21)
ad-note: The above prices are fully charged batteries. We also stock Fuller Block Batteries for lighting sets. (156, 739, 311, 765)
masthead (0, 0, 1114, 30)
figure-label: Deficit (763, 283, 791, 292)
table-cell: 94.25 (1059, 1207, 1076, 1214)
ad-title: GO TO RETFORD'S. (17, 899, 128, 911)
ad-title: TAILORING PRICES (348, 313, 465, 358)
table-row (1021, 1156, 1112, 1168)
column-3 (324, 32, 564, 1287)
table-cell: 3.97 (1080, 1243, 1094, 1250)
ad-firm: The Modern Tailors (357, 628, 530, 651)
ad-side: New, Cool, Light and Dainty. (519, 41, 551, 91)
ad-body: BRINGS you the world's wealth of music—from Grand Opera to the latest vaudeville hits, from stately Waltzes to the Jazziest Fox Trots. WE HAVE ALL THE LATEST RECORDS. (156, 526, 311, 570)
ad-address: Late Drews. JEWELLER, NEW PLYMOUTH. (172, 943, 295, 960)
